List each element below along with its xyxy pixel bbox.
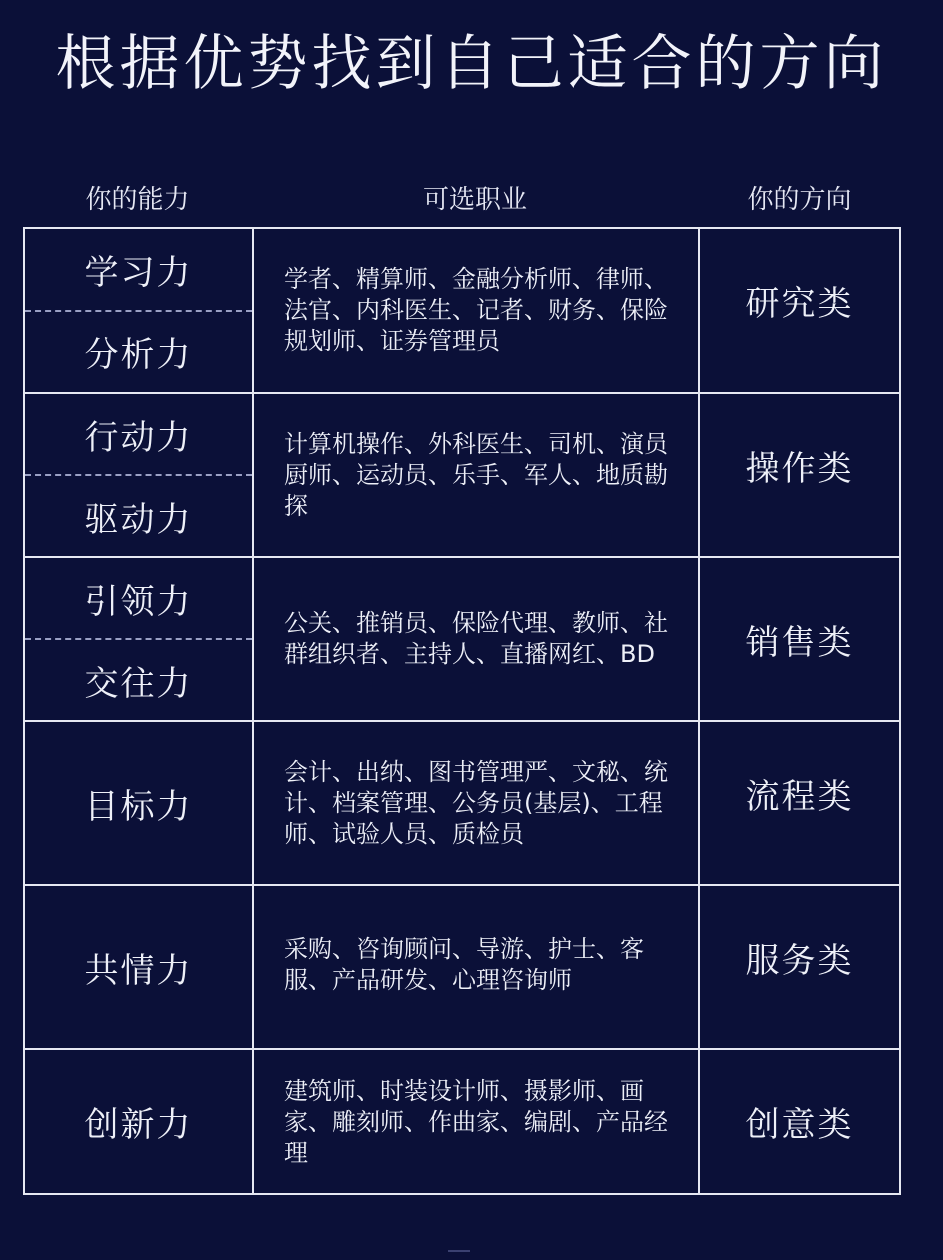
jobs-text: 建筑师、时装设计师、摄影师、画家、雕刻师、作曲家、编剧、产品经理 xyxy=(284,1077,668,1167)
table-row-research xyxy=(25,229,899,392)
ability-cell xyxy=(25,722,254,884)
direction-cell xyxy=(700,722,899,884)
jobs-text: 采购、咨询顾问、导游、护士、客服、产品研发、心理咨询师 xyxy=(284,935,644,994)
jobs-cell xyxy=(254,229,700,392)
column-header-direction: 你的方向 xyxy=(747,185,852,215)
table-row-sales xyxy=(25,556,899,720)
table-row-operation xyxy=(25,392,899,556)
jobs-cell xyxy=(254,886,700,1048)
jobs-cell xyxy=(254,394,700,556)
ability-drive: 驱动力 xyxy=(84,499,193,540)
career-table xyxy=(23,227,901,1195)
jobs-cell xyxy=(254,722,700,884)
page-title: 根据优势找到自己适合的方向 xyxy=(55,29,888,99)
direction-cell xyxy=(700,229,899,392)
ability-cell xyxy=(25,558,254,720)
direction-label: 操作类 xyxy=(745,449,854,489)
jobs-cell xyxy=(254,1050,700,1193)
jobs-cell xyxy=(254,558,700,720)
ability-cell xyxy=(25,886,254,1048)
direction-label: 销售类 xyxy=(745,622,854,663)
direction-label: 服务类 xyxy=(745,941,854,981)
ability-social: 交往力 xyxy=(84,663,193,704)
direction-label: 研究类 xyxy=(745,284,854,324)
jobs-text: 计算机操作、外科医生、司机、演员厨师、运动员、乐手、军人、地质勘探 xyxy=(284,429,668,520)
ability-goal: 目标力 xyxy=(84,786,193,827)
ability-analysis: 分析力 xyxy=(84,335,193,376)
direction-cell xyxy=(700,558,899,720)
ability-action: 行动力 xyxy=(25,394,252,476)
ability-leadership: 引领力 xyxy=(25,558,252,640)
table-row-service xyxy=(25,884,899,1048)
direction-label: 创意类 xyxy=(745,1105,854,1145)
column-header-jobs: 可选职业 xyxy=(422,185,527,215)
ability-cell xyxy=(25,1050,254,1193)
ability-cell xyxy=(25,394,254,556)
ability-cell xyxy=(25,229,254,392)
jobs-text: 会计、出纳、图书管理严、文秘、统计、档案管理、公务员(基层)、工程师、试验人员、质检员 xyxy=(284,757,668,848)
ability-innovation: 创新力 xyxy=(84,1105,193,1145)
ability-learning: 学习力 xyxy=(25,229,252,312)
column-headers xyxy=(23,178,901,222)
direction-cell xyxy=(700,886,899,1048)
direction-cell xyxy=(700,1050,899,1193)
decorative-footer-mark xyxy=(448,1250,470,1260)
column-header-ability: 你的能力 xyxy=(85,185,190,215)
table-row-process xyxy=(25,720,899,884)
table-row-creative xyxy=(25,1048,899,1193)
direction-label: 流程类 xyxy=(745,777,854,817)
jobs-text: 公关、推销员、保险代理、教师、社群组织者、主持人、直播网红、BD xyxy=(284,609,668,668)
direction-cell xyxy=(700,394,899,556)
ability-empathy: 共情力 xyxy=(84,950,193,991)
jobs-text: 学者、精算师、金融分析师、律师、法官、内科医生、记者、财务、保险规划师、证券管理员 xyxy=(284,265,668,355)
